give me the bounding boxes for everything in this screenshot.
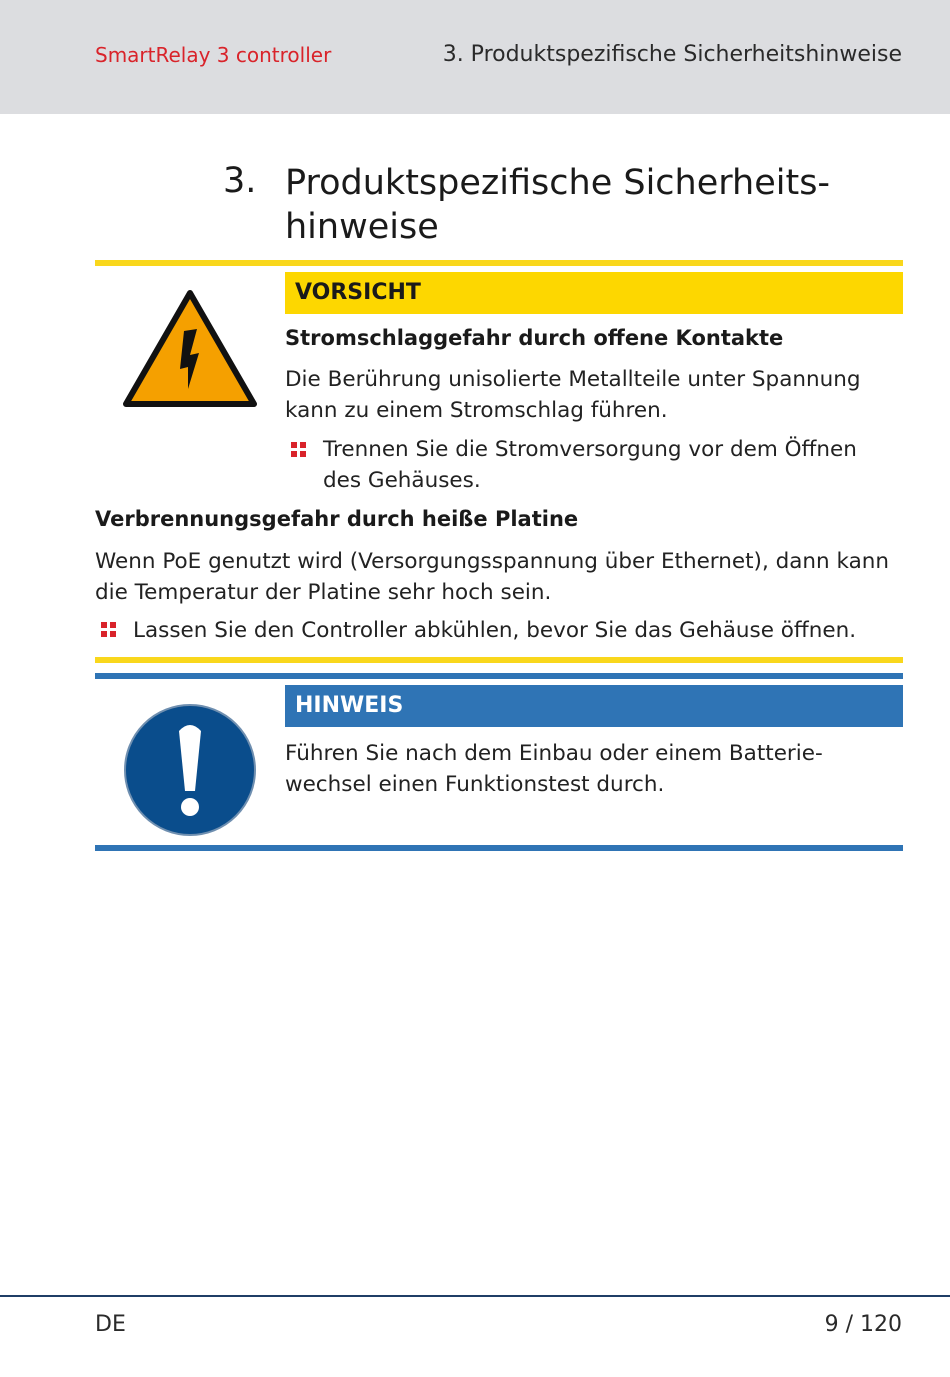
caution-top-rule	[95, 260, 903, 266]
chapter-number: 3.	[223, 161, 257, 201]
product-name: SmartRelay 3 controller	[95, 43, 332, 67]
burn-hazard-action: Lassen Sie den Controller abkühlen, bevor Sie das Gehäuse öffnen.	[133, 618, 857, 643]
note-text: Führen Sie nach dem Einbau oder einem Batterie-wechsel einen Funktionstest durch.	[285, 741, 823, 797]
footer-rule	[0, 1295, 950, 1297]
action-bullet-icon	[291, 442, 307, 458]
note-signal-word: HINWEIS	[285, 685, 903, 727]
page-number: 9 / 120	[824, 1312, 902, 1337]
caution-bottom-rule	[95, 657, 903, 663]
action-bullet-icon	[101, 622, 117, 638]
running-section-title: 3. Produktspezifische Sicherheitshinweise	[442, 42, 902, 67]
electric-shock-warning-icon	[122, 289, 258, 413]
caution-signal-word: VORSICHT	[285, 272, 903, 314]
burn-hazard-heading: Verbrennungsgefahr durch heiße Platine	[95, 507, 579, 531]
burn-hazard-text: Wenn PoE genutzt wird (Versorgungsspannung über Ethernet), dann kann die Temperatur der Platine sehr hoch sein.	[95, 549, 890, 605]
caution-text: Die Berührung unisolierte Metallteile unter Spannung kann zu einem Stromschlag führen.	[285, 367, 861, 423]
page-header	[0, 0, 950, 114]
footer-language: DE	[95, 1312, 126, 1337]
mandatory-exclamation-icon	[123, 703, 257, 841]
note-top-rule	[95, 673, 903, 679]
note-bottom-rule	[95, 845, 903, 851]
caution-action: Trennen Sie die Stromversorgung vor dem Öffnen des Gehäuses.	[323, 437, 857, 493]
caution-heading: Stromschlaggefahr durch offene Kontakte	[285, 326, 784, 350]
chapter-title: Produktspezifische Sicherheits-hinweise	[285, 163, 831, 247]
